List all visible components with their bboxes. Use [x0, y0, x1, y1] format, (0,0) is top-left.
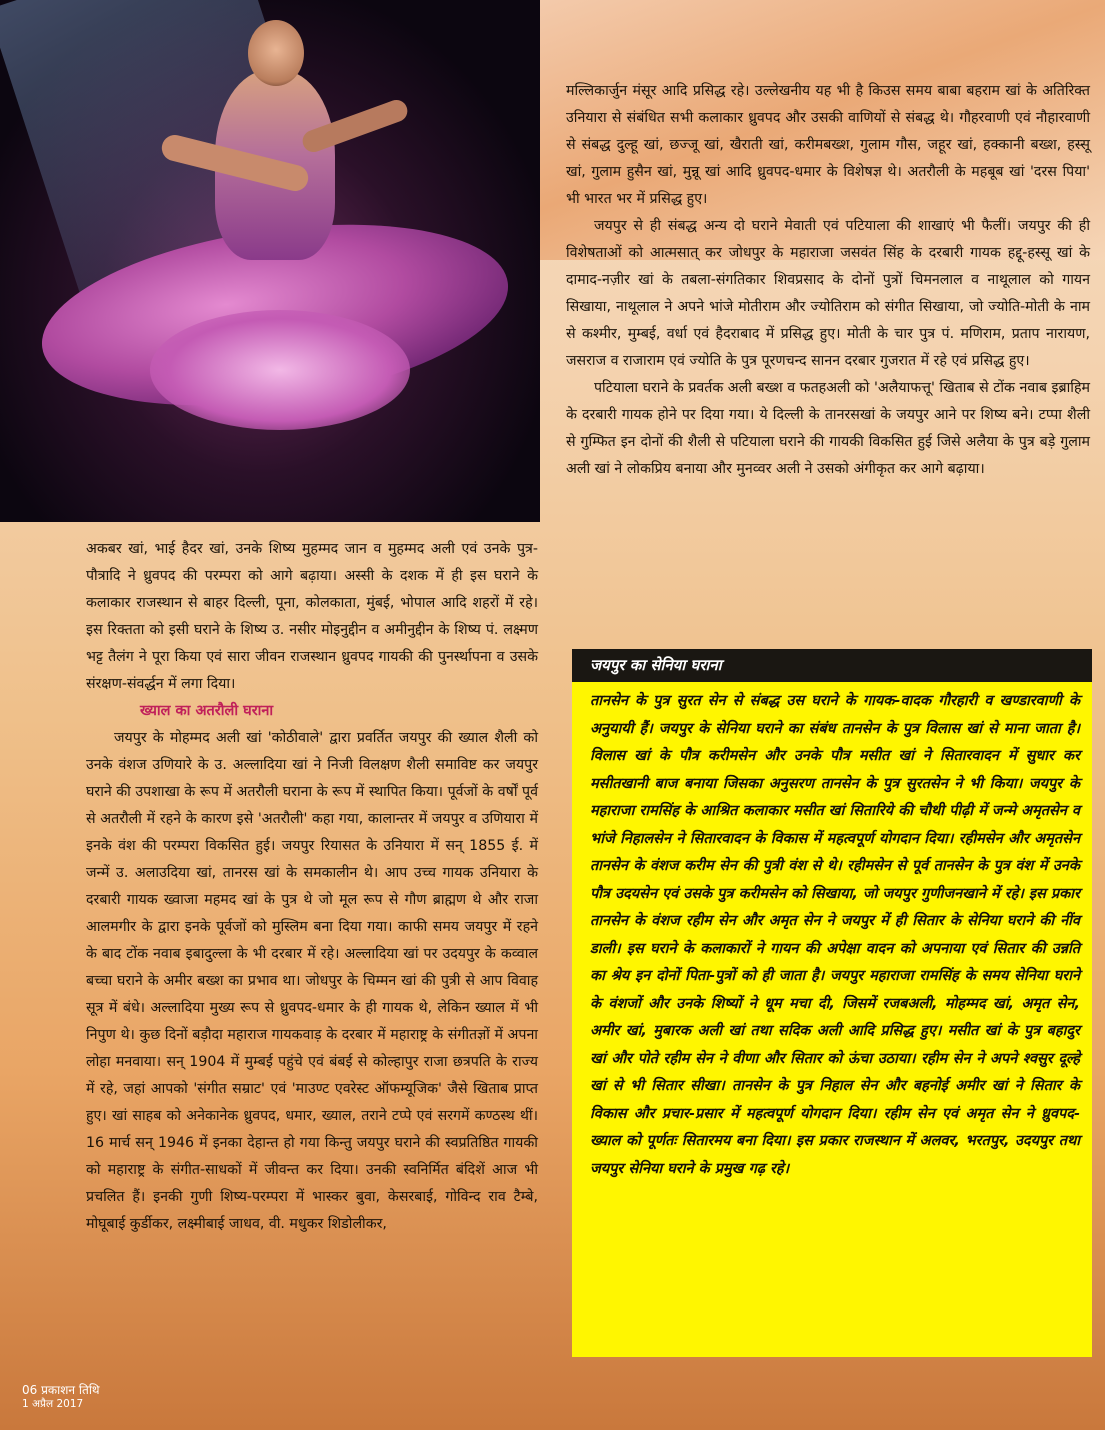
footer-date: 1 अप्रैल 2017 [22, 1398, 84, 1410]
left-paragraph-2: जयपुर के मोहम्मद अली खां 'कोठीवाले' द्वारा प्रवर्तित जयपुर की ख्याल शैली को उनके वंशज उणियारे के उ. अल्लादिया खां ने निजी विलक्षण शैली समाविष्ट कर जयपुर घराने की उपशाखा के रूप में अतरौली घराना के रूप में स्थापित किया। पूर्वजों के वर्षों पूर्व से अतरौली में रहने के कारण इसे 'अतरौली' कहा गया, कालान्तर में जयपुर व उणियारा में इनके वंश की परम्परा विकसित हुई। जयपुर रियासत के उनियारा में सन् 1855 ई. में जन्में उ. अलाउदिया खां, तानरस खां के समकालीन थे। आप उच्च गायक उनियारा के दरबारी गायक ख्वाजा महमद खां के पुत्र थे जो मूल रूप से गौण ब्राह्मण थे और राजा आलमगीर के द्वारा इनके पूर्वजों को मुस्लिम बना दिया गया। काफी समय जयपुर में रहने के बाद टोंक नवाब इबादुल्ला के भी दरबार में रहे। अल्लादिया खां पर उदयपुर के कव्वाल बच्चा घराने के अमीर बख्श का प्रभाव था। जोधपुर के चिम्मन खां की पुत्री से आप विवाह सूत्र में बंधे। अल्लादिया मुख्य रूप से ध्रुवपद-धमार के ही गायक थे, लेकिन ख्याल में भी निपुण थे। कुछ दिनों बड़ौदा महाराज गायकवाड़ के दरबार में महाराष्ट्र के संगीतज्ञों में अपना लोहा मनवाया। सन् 1904 में मुम्बई पहुंचे एवं बंबई से कोल्हापुर राजा छत्रपति के राज्य में रहे, जहां आपको 'संगीत सम्राट' एवं 'माउण्ट एवरेस्ट ऑफम्यूजिक' जैसे खिताब प्राप्त हुए। खां साहब को अनेकानेक ध्रुवपद, धमार, ख्याल, तराने टप्पे एवं सरगमें कण्ठस्थ थीं। 16 मार्च सन् 1946 में इनका देहान्त हो गया किन्तु जयपुर घराने की स्वप्रतिष्ठित गायकी को महाराष्ट्र के संगीत-साधकों में जीवन्त कर दिया। उनकी स्वनिर्मित बंदिशें आज भी प्रचलित हैं। इनकी गुणी शिष्य-परम्परा में भास्कर बुवा, केसरबाई, गोविन्द राव टैम्बे, मोघूबाई कुर्डीकर, लक्ष्मीबाई जाधव, वी. मधुकर शिडोलीकर, [86, 730, 538, 1232]
right-paragraph-2: जयपुर से ही संबद्ध अन्य दो घराने मेवाती एवं पटियाला की शाखाएं भी फैलीं। जयपुर की ही विशेषताओं को आत्मसात् कर जोधपुर के महाराजा जसवंत सिंह के दरबारी गायक हद्दू-हस्सू खां के दामाद-नज़ीर खां के तबला-संगतिकार शिवप्रसाद के दोनों पुत्रों चिमनलाल व नाथूलाल को गायन सिखाया, नाथूलाल ने अपने भांजे मोतीराम और ज्योतिराम को संगीत सिखाया, जो ज्योति-मोती के नाम से कश्मीर, मुम्बई, वर्धा एवं हैदराबाद में प्रसिद्ध हुए। मोती के चार पुत्र पं. मणिराम, प्रताप नारायण, जसराज व राजाराम एवं ज्योति के पुत्र पूरणचन्द सानन दरबार गुजरात में रहे एवं प्रसिद्ध हुए। [566, 218, 1090, 369]
dancer-head [248, 20, 304, 86]
dancer-skirt-highlight [150, 310, 410, 430]
footer-page-title: 06 प्रकाशन तिथि [22, 1383, 100, 1397]
left-paragraph-1: अकबर खां, भाई हैदर खां, उनके शिष्य मुहम्मद जान व मुहम्मद अली एवं उनके पुत्र-पौत्रादि ने ध्रुवपद की परम्परा को आगे बढ़ाया। अस्सी के दशक में ही इस घराने के कलाकार राजस्थान से बाहर दिल्ली, पूना, कोलकाता, मुंबई, भोपाल आदि शहरों में रहे। इस रिक्तता को इसी घराने के शिष्य उ. नसीर मोइनुद्दीन व अमीनुद्दीन के शिष्य पं. लक्ष्मण भट्ट तैलंग ने पूरा किया एवं सारा जीवन राजस्थान ध्रुवपद गायकी की पुनर्स्थापना व उसके संरक्षण-संवर्द्धन में लगा दिया। [86, 541, 538, 692]
right-column [566, 78, 1090, 483]
right-paragraph-3: पटियाला घराने के प्रवर्तक अली बख्श व फतहअली को 'अलैयाफत्तू' खिताब से टोंक नवाब इब्राहिम के दरबारी गायक होने पर दिया गया। ये दिल्ली के तानरसखां के जयपुर आने पर शिष्य बने। टप्पा शैली से गुम्फित इन दोनों की शैली से पटियाला घराने की गायकी विकसित हुई जिसे अलैया के पुत्र बड़े गुलाम अली खां ने लोकप्रिय बनाया और मुनव्वर अली ने उसको अंगीकृत कर आगे बढ़ाया। [566, 380, 1090, 477]
dancer-photo [0, 0, 540, 522]
senia-gharana-box [572, 649, 1092, 1357]
left-column [86, 536, 538, 1238]
box-text: तानसेन के पुत्र सुरत सेन से संबद्ध उस घराने के गायक-वादक गौरहारी व खण्डारवाणी के अनुयायी हैं। जयपुर के सेनिया घराने का संबंध तानसेन के पुत्र विलास खां से माना जाता है। विलास खां के पौत्र करीमसेन और उनके पौत्र मसीत खां ने सितारवादन में सुधार कर मसीतखानी बाज बनाया जिसका अनुसरण तानसेन के पुत्र सुरतसेन ने भी किया। जयपुर के महाराजा रामसिंह के आश्रित कलाकार मसीत खां सितारिये की चौथी पीढ़ी में जन्मे अमृतसेन व भांजे निहालसेन ने सितारवादन के विकास में महत्वपूर्ण योगदान दिया। रहीमसेन और अमृतसेन तानसेन के वंशज करीम सेन की पुत्री वंश से थे। रहीमसेन से पूर्व तानसेन के पुत्र वंश में उनके पौत्र उदयसेन एवं उसके पुत्र करीमसेन को सिखाया, जो जयपुर गुणीजनखाने में रहे। इस प्रकार तानसेन के वंशज रहीम सेन और अमृत सेन ने जयपुर में ही सितार के सेनिया घराने की नींव डाली। इस घराने के कलाकारों ने गायन की अपेक्षा वादन को अपनाया एवं सितार की उन्नति का श्रेय इन दोनों पिता-पुत्रों को ही जाता है। जयपुर महाराजा रामसिंह के समय सेनिया घराने के वंशजों और उनके शिष्यों ने धूम मचा दी, जिसमें रजबअली, मोहम्मद खां, अमृत सेन, अमीर खां, मुबारक अली खां तथा सदिक अली आदि प्रसिद्ध हुए। मसीत खां के पुत्र बहादुर खां और पोते रहीम सेन ने वीणा और सितार को ऊंचा उठाया। रहीम सेन ने अपने श्वसुर दूल्हे खां से भी सितार सीखा। तानसेन के पुत्र निहाल सेन और बहनोई अमीर खां ने सितार के विकास और प्रचार-प्रसार में महत्वपूर्ण योगदान दिया। रहीम सेन एवं अमृत सेन ने ध्रुवपद-ख्याल को पूर्णतः सितारमय बना दिया। इस प्रकार राजस्थान में अलवर, भरतपुर, उदयपुर तथा जयपुर सेनिया घराने के प्रमुख गढ़ रहे। [590, 693, 1080, 1177]
right-paragraph-1: मल्लिकार्जुन मंसूर आदि प्रसिद्ध रहे। उल्लेखनीय यह भी है किउस समय बाबा बहराम खां के अतिरिक्त उनियारा से संबंधित सभी कलाकार ध्रुवपद और उसकी वाणियों से संबद्ध थे। गौहरवाणी एवं नौहारवाणी से संबद्ध दुल्हू खां, छज्जू खां, खैराती खां, करीमबख्श, गुलाम गौस, जहूर खां, हक्कानी बख्श, हस्सू खां, गुलाम हुसैन खां, मुन्नू खां आदि ध्रुवपद-धमार के विशेषज्ञ थे। अतरौली के महबूब खां 'दरस पिया' भी भारत भर में प्रसिद्ध हुए। [566, 83, 1090, 207]
page-footer [22, 1383, 100, 1411]
box-title: जयपुर का सेनिया घराना [572, 649, 1092, 682]
section-subheading: ख्याल का अतरौली घराना [140, 703, 274, 719]
